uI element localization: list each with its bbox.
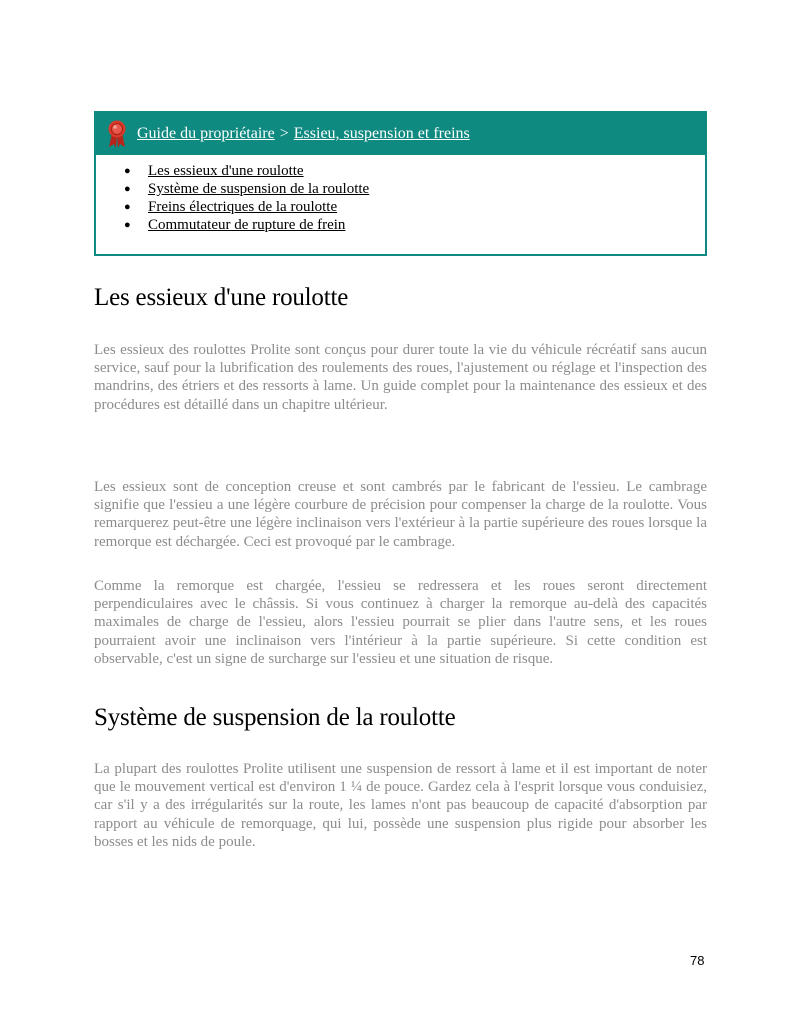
axles-paragraph-3: Comme la remorque est chargée, l'essieu se redressera et les roues seront directement perpendiculaires avec le châssis. Si vous continuez à charger la remorque au-delà des capacités maximales de charge de l'essieu, alors l'essieu pourrait se plier dans l'autre sens, et les roues pourraient avoir une inclinaison vers l'intérieur à la partie supérieure. Si cette condition est observable, c'est un signe de surcharge sur l'essieu et une situation de risque.	[94, 578, 707, 667]
page-number: 78	[690, 953, 705, 968]
navigation-box	[94, 111, 707, 256]
breadcrumb	[96, 113, 705, 155]
breadcrumb-link-owners-guide[interactable]: Guide du propriétaire	[137, 125, 275, 142]
breadcrumb-text	[137, 126, 470, 142]
axles-paragraph-2: Les essieux sont de conception creuse et sont cambrés par le fabricant de l'essieu. Le cambrage signifie que l'essieu a une légère courbure de précision pour compenser la charge de la roulotte. Vous remarquerez peut-être une légère inclinaison vers l'extérieur à la partie supérieure des roues lorsque la remorque est déchargée. Ceci est provoqué par le cambrage.	[94, 479, 707, 550]
breadcrumb-separator: >	[279, 125, 289, 142]
bullet-icon: ●	[124, 219, 131, 231]
section-heading-axles: Les essieux d'une roulotte	[94, 284, 349, 311]
suspension-paragraph-1: La plupart des roulottes Prolite utilisent une suspension de ressort à lame et il est important de noter que le mouvement vertical est d'environ 1 ¼ de pouce. Gardez cela à l'esprit lorsque vous conduisiez, car s'il y a des irrégularités sur la route, les lames n'ont pas beaucoup de capacité d'absorption par rapport au véhicule de remorquage, qui lui, possède une suspension plus rigide pour absorber les bosses et les nids de poule.	[94, 761, 707, 850]
section-links-list	[96, 162, 705, 234]
list-item	[124, 180, 705, 198]
list-item	[124, 198, 705, 216]
nav-link-axles[interactable]: Les essieux d'une roulotte	[148, 163, 304, 179]
section-heading-suspension: Système de suspension de la roulotte	[94, 704, 456, 731]
award-ribbon-icon	[106, 119, 128, 149]
list-item	[124, 162, 705, 180]
nav-link-electric-brakes[interactable]: Freins électriques de la roulotte	[148, 199, 338, 215]
nav-link-suspension[interactable]: Système de suspension de la roulotte	[148, 181, 370, 197]
bullet-icon: ●	[124, 165, 131, 177]
breadcrumb-link-current[interactable]: Essieu, suspension et freins	[293, 125, 470, 142]
list-item	[124, 216, 705, 234]
bullet-icon: ●	[124, 183, 131, 195]
nav-link-breakaway-switch[interactable]: Commutateur de rupture de frein	[148, 217, 346, 233]
axles-paragraph-1: Les essieux des roulottes Prolite sont conçus pour durer toute la vie du véhicule récréatif sans aucun service, sauf pour la lubrification des roulements des roues, l'ajustement ou réglage et l'inspection des mandrins, des étriers et des ressorts à lame. Un guide complet pour la maintenance des essieux et des procédures est détaillé dans un chapitre ultérieur.	[94, 342, 707, 413]
bullet-icon: ●	[124, 201, 131, 213]
